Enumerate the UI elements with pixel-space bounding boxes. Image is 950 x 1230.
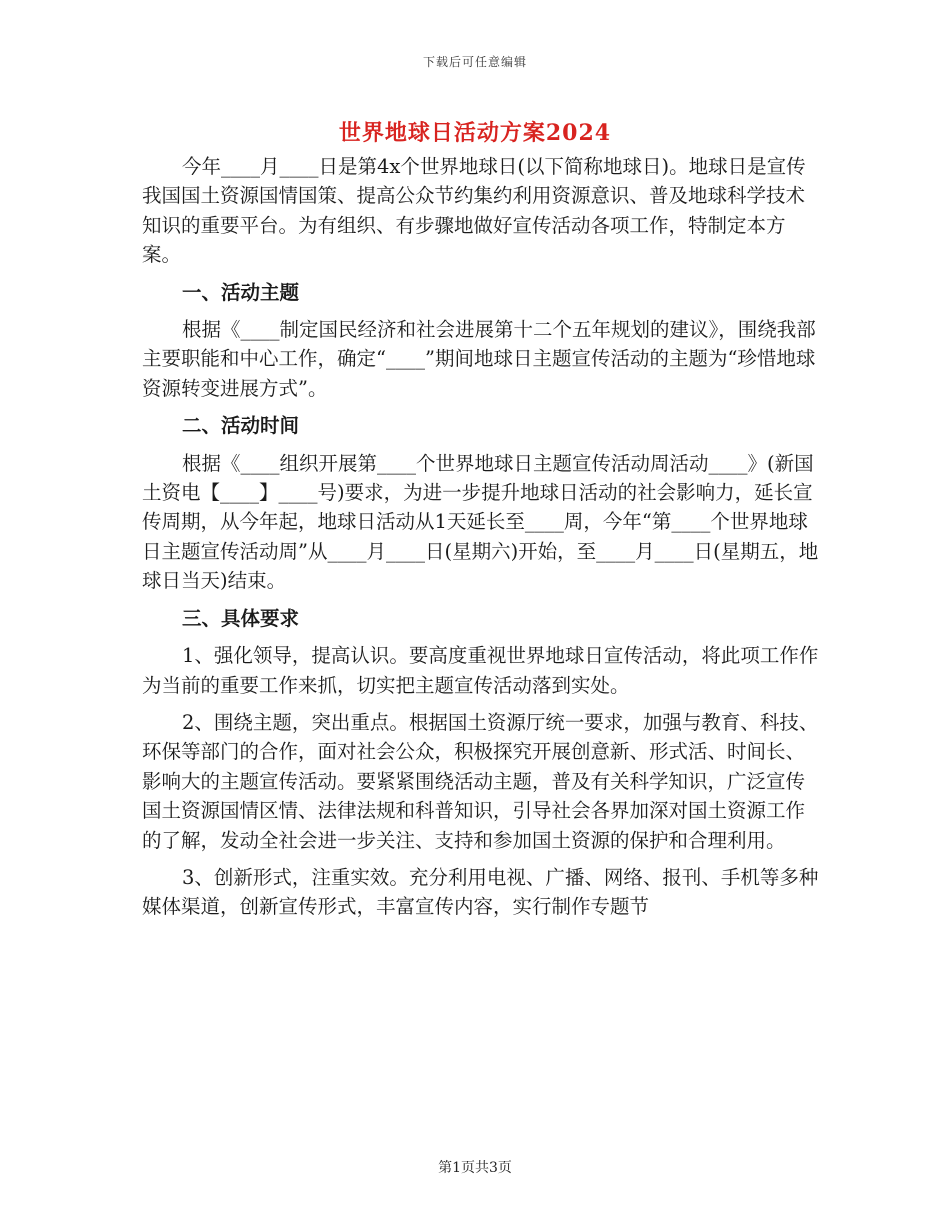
section-time	[142, 411, 822, 595]
page-header-note: 下载后可任意编辑	[422, 55, 527, 69]
section-paragraph: 3、创新形式，注重实效。充分利用电视、广播、网络、报刊、手机等多种媒体渠道，创新宣传形式，丰富宣传内容，实行制作专题节	[142, 865, 819, 919]
section-heading: 一、活动主题	[182, 280, 300, 304]
section-paragraph: 根据《____组织开展第____个世界地球日主题宣传活动周活动____》(新国土资电【____】____号)要求，为进一步提升地球日活动的社会影响力，延长宣传周期，从今年起，地球日活动从1天延长至____周，今年“第____个世界地球日主题宣传活动周”从____月____日(星期六)开始，至____月____日(星期五，地球日当天)结束。	[142, 451, 819, 593]
document-title: 世界地球日活动方案2024	[338, 120, 612, 146]
section-paragraph: 1、强化领导，提高认识。要高度重视世界地球日宣传活动，将此项工作作为当前的重要工作来抓，切实把主题宣传活动落到实处。	[142, 644, 819, 697]
section-heading: 二、活动时间	[182, 414, 300, 438]
section-requirements	[142, 604, 822, 922]
page-number: 第1页共3页	[438, 1160, 512, 1176]
document-body	[142, 152, 822, 930]
section-heading: 三、具体要求	[182, 606, 300, 630]
section-theme	[142, 278, 822, 404]
section-paragraph: 2、围绕主题，突出重点。根据国土资源厅统一要求，加强与教育、科技、环保等部门的合作，面对社会公众，积极探究开展创意新、形式活、时间长、影响大的主题宣传活动。要紧紧围绕活动主题，普及有关科学知识，广泛宣传国土资源国情区情、法律法规和科普知识，引导社会各界加深对国土资源工作的了解，发动全社会进一步关注、支持和参加国土资源的保护和合理利用。	[142, 710, 819, 852]
section-paragraph: 根据《____制定国民经济和社会进展第十二个五年规划的建议》，围绕我部主要职能和中心工作，确定“____”期间地球日主题宣传活动的主题为“珍惜地球资源转变进展方式”。	[142, 318, 816, 400]
intro-paragraph: 今年____月____日是第4x个世界地球日(以下简称地球日)。地球日是宣传我国国土资源国情国策、提高公众节约集约利用资源意识、普及地球科学技术知识的重要平台。为有组织、有步骤地做好宣传活动各项工作，特制定本方案。	[142, 155, 806, 267]
